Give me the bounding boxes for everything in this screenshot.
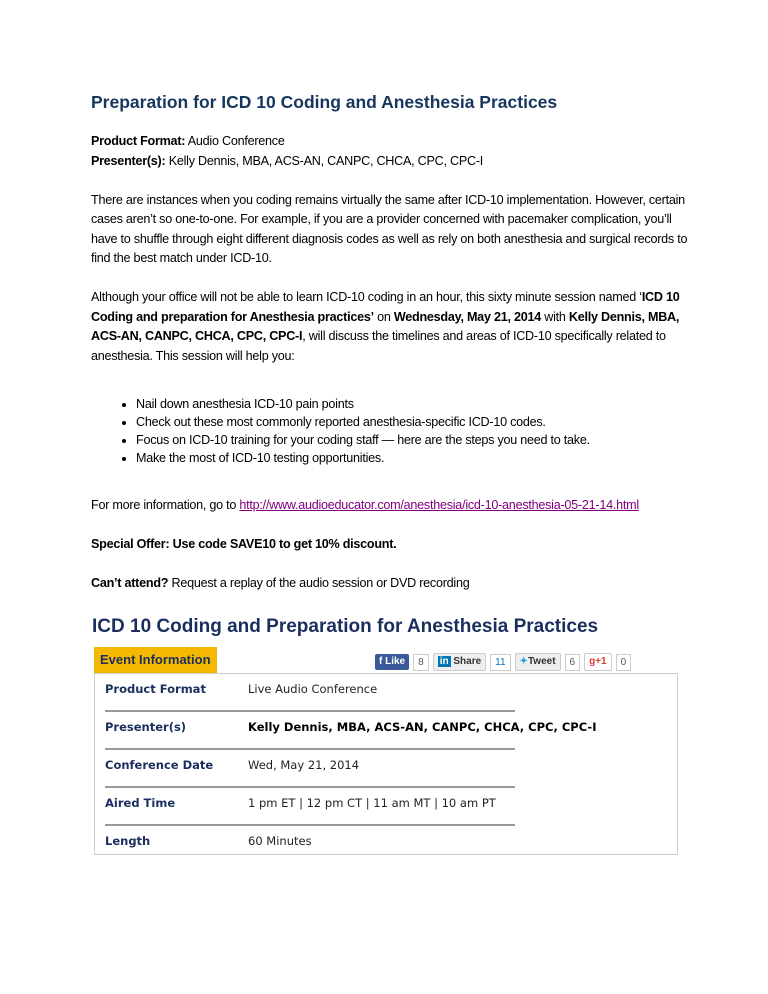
list-item: • Nail down anesthesia ICD-10 pain points — [136, 395, 691, 413]
facebook-icon: f — [379, 656, 386, 667]
document-title: Preparation for ICD 10 Coding and Anesthesia Practices — [91, 92, 558, 112]
row-value: Kelly Dennis, MBA, ACS-AN, CANPC, CHCA, CPC, CPC-I — [248, 720, 597, 734]
text: , will discuss the timelines and areas of ICD-10 specifically related to anesthesia. This session will help you: — [91, 329, 666, 363]
session-presenter: Kelly Dennis, MBA, ACS-AN, CANPC, CHCA, CPC, CPC-I — [91, 309, 680, 343]
tweet-button[interactable] — [515, 653, 561, 671]
list-item: • Check out these most commonly reported anesthesia-specific ICD-10 codes. — [136, 413, 691, 431]
tweet-label: Tweet — [527, 656, 556, 667]
presenters-label: Presenter(s): — [91, 153, 166, 168]
presenters-line — [91, 152, 691, 172]
social-buttons — [375, 653, 631, 671]
paragraph-2 — [91, 288, 691, 366]
table-row — [105, 750, 515, 788]
linkedin-share-button[interactable] — [433, 653, 486, 671]
text: with — [540, 309, 569, 324]
event-info-table — [94, 673, 678, 855]
like-label: Like — [385, 656, 406, 667]
cant-attend-text: Request a replay of the audio session or DVD recording — [168, 576, 470, 590]
table-row — [105, 826, 515, 862]
facebook-like-button[interactable] — [375, 654, 409, 670]
presenters-value: Kelly Dennis, MBA, ACS-AN, CANPC, CHCA, CPC, CPC-I — [168, 153, 484, 168]
google-plus-button[interactable]: g+1 — [584, 653, 612, 671]
cant-attend-line — [91, 574, 691, 594]
row-label: Product Format — [105, 682, 206, 696]
product-format-line — [91, 132, 691, 152]
more-info-link[interactable]: http://www.audioeducator.com/anesthesia/icd-10-anesthesia-05-21-14.html — [239, 498, 639, 512]
row-value: Wed, May 21, 2014 — [248, 758, 360, 772]
like-count: 8 — [413, 654, 429, 671]
document — [91, 0, 691, 594]
special-offer — [91, 535, 691, 555]
list-item: • Make the most of ICD-10 testing opportunities. — [136, 449, 691, 467]
session-name: ICD 10 Coding and preparation for Anesthesia practices’ — [91, 290, 680, 324]
more-info-line — [91, 496, 691, 516]
twitter-icon: ✦ — [519, 656, 528, 667]
row-value: 60 Minutes — [248, 834, 312, 848]
tweet-count: 6 — [565, 654, 581, 671]
session-date: Wednesday, May 21, 2014 — [393, 309, 541, 324]
cant-attend-label: Can’t attend? — [91, 576, 169, 590]
text: on — [373, 309, 394, 324]
table-row — [105, 674, 515, 712]
linkedin-icon: in — [439, 656, 449, 667]
more-info-text: For more information, go to — [91, 498, 240, 512]
table-row — [105, 788, 515, 826]
row-label: Length — [105, 834, 151, 848]
table-row — [105, 712, 597, 750]
row-label: Conference Date — [105, 758, 214, 772]
product-format-value: Audio Conference — [187, 134, 285, 148]
share-label: Share — [453, 656, 482, 667]
row-label: Presenter(s) — [105, 720, 187, 734]
share-count: 11 — [490, 654, 510, 671]
bullet-list — [91, 395, 691, 467]
paragraph-1: There are instances when you coding remains virtually the same after ICD-10 implementation. However, certain cases aren’t so one-to-one. For example, if you are a provider concerned with pacemaker complication, you’ll have to shuffle through eight different diagnosis codes as well as rely on both anesthesia and surgical records to find the best match under ICD-10. — [91, 192, 688, 265]
special-offer-text: Special Offer: Use code SAVE10 to get 10% discount. — [91, 537, 397, 551]
row-value: Live Audio Conference — [248, 682, 378, 696]
event-info-tab: Event Information — [94, 647, 217, 673]
row-label: Aired Time — [105, 796, 176, 810]
list-item: • Focus on ICD-10 training for your coding staff — here are the steps you need to take. — [136, 431, 691, 449]
row-value: 1 pm ET | 12 pm CT | 11 am MT | 10 am PT — [248, 796, 496, 810]
text: Although your office will not be able to learn ICD-10 coding in an hour, this sixty minute session named ‘ — [91, 290, 642, 304]
event-info-image — [92, 613, 682, 858]
gplus-count: 0 — [616, 654, 632, 671]
product-format-label: Product Format: — [91, 134, 186, 148]
event-title: ICD 10 Coding and Preparation for Anesthesia Practices — [92, 616, 599, 637]
